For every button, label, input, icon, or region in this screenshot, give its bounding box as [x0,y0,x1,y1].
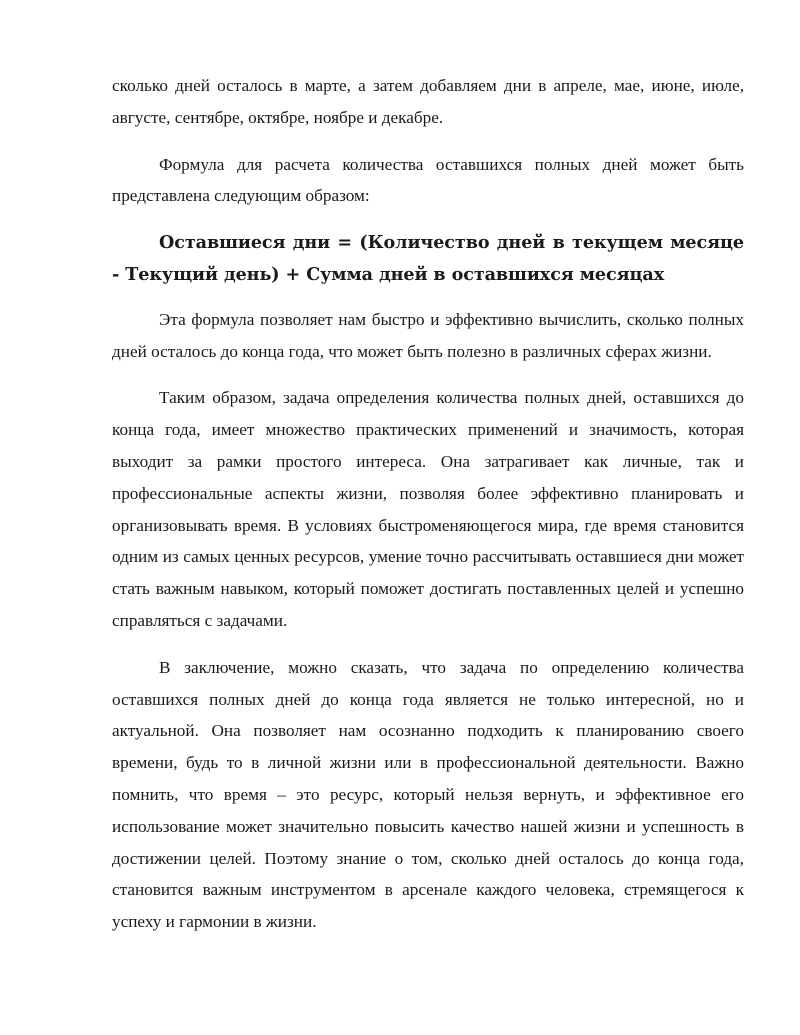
formula: Оставшиеся дни = (Количество дней в текущем месяце - Текущий день) + Сумма дней в оставшихся месяцах [112,232,744,285]
paragraph-formula-intro: Формула для расчета количества оставшихся полных дней может быть представлена следующим образом: [112,154,744,206]
paragraph-conclusion: В заключение, можно сказать, что задача по определению количества оставшихся полных дней до конца года является не только интересной, но и актуальной. Она позволяет нам осознанно подходить к планированию своего времени, будь то в личной жизни или в профессиональной деятельности. Важно помнить, что время – это ресурс, который нельзя вернуть, и эффективное его использование может значительно повысить качество нашей жизни и успешность в достижении целей. Поэтому знание о том, сколько дней осталось до конца года, становится важным инструментом в арсенале каждого человека, стремящегося к успеху и гармонии в жизни. [112,657,744,932]
paragraph-continuation: сколько дней осталось в марте, а затем добавляем дни в апреле, мае, июне, июле, августе, сентябре, октябре, ноябре и декабре. [112,76,744,127]
paragraph-formula-explanation: Эта формула позволяет нам быстро и эффективно вычислить, сколько полных дней осталось до конца года, что может быть полезно в различных сферах жизни. [112,309,744,361]
paragraph-summary: Таким образом, задача определения количества полных дней, оставшихся до конца года, имеет множество практических применений и значимость, которая выходит за рамки простого интереса. Она затрагивает как личные, так и профессиональные аспекты жизни, позволяя более эффективно планировать и организовывать время. В условиях быстроменяющегося мира, где время становится одним из самых ценных ресурсов, умение точно рассчитывать оставшиеся дни может стать важным навыком, который поможет достигать поставленных целей и успешно справляться с задачами. [112,388,744,630]
